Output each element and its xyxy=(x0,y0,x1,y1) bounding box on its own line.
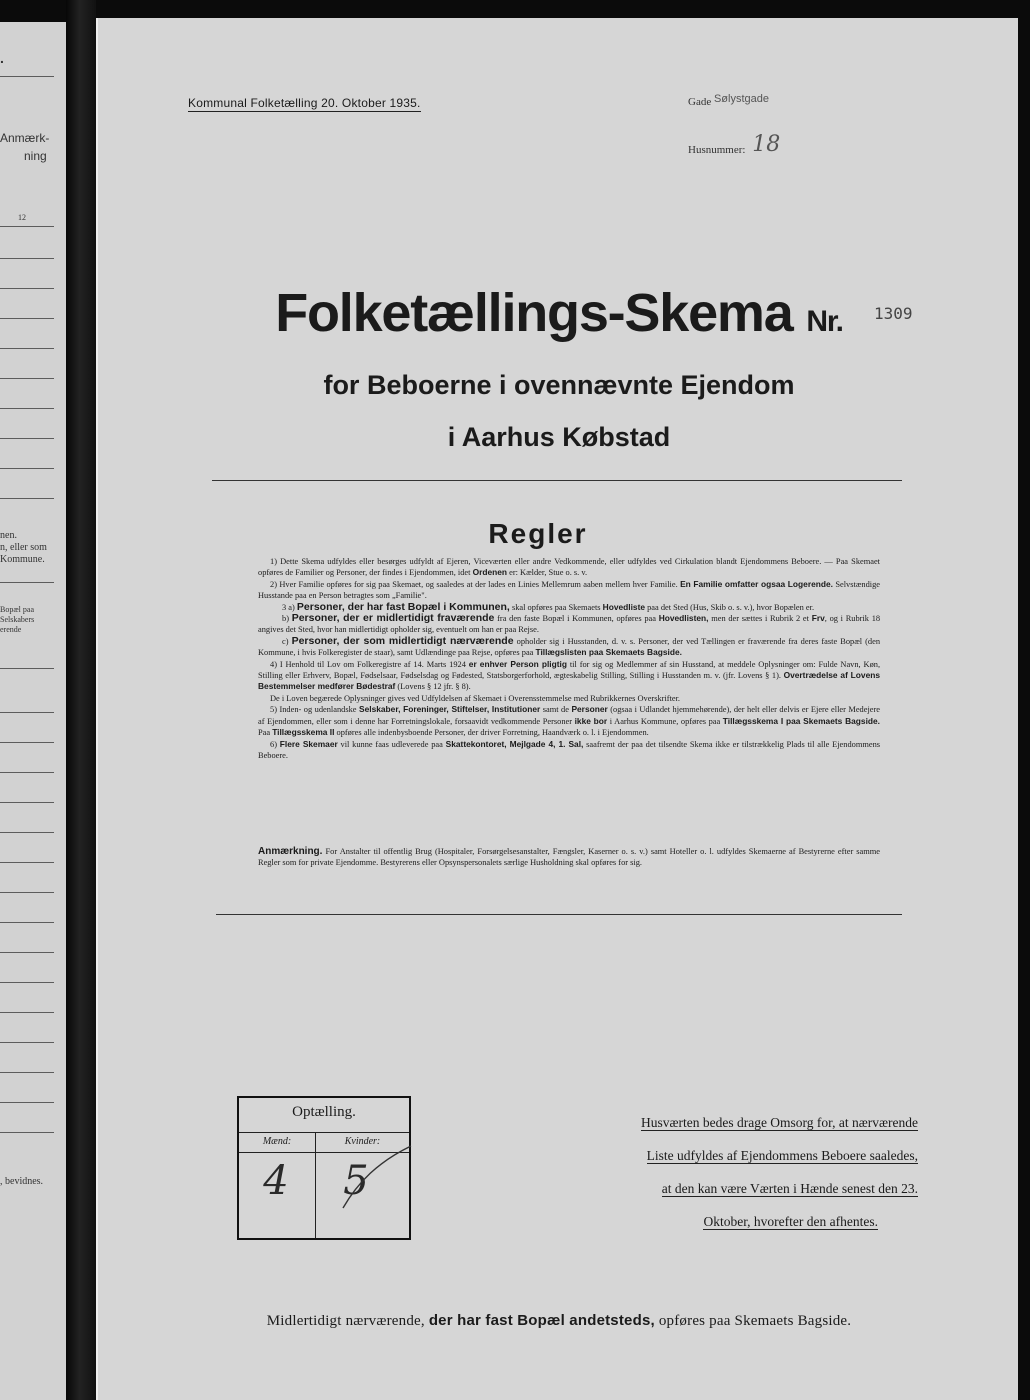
left-page-rule xyxy=(0,892,54,893)
census-header-line: Kommunal Folketælling 20. Oktober 1935. xyxy=(188,96,421,110)
left-page-rule xyxy=(0,226,54,227)
count-box xyxy=(237,1096,411,1240)
left-page-dot: . xyxy=(0,50,4,66)
rule-2: 2) Hver Familie opføres for sig paa Skemaet, og saaledes at der lades en Linies Mellemrum aaben mellem hver Familie. En Familie omfatter ogsaa Logerende. Selvstændige Husstande paa en Person betragtes som „Familie". xyxy=(258,578,881,601)
remark-note xyxy=(258,846,880,869)
left-page-heading-2: ning xyxy=(24,149,47,163)
left-page-rule xyxy=(0,258,54,259)
form-title-nr: Nr. xyxy=(806,305,843,338)
rule-6: 6) Flere Skemaer vil kunne faas udleverede paa Skattekontoret, Mejlgade 4, 1. Sal, saafremt der paa det tilsendte Skema ikke er tilstrækkelig Plads til alle Ejendommens Beboere. xyxy=(258,738,881,760)
notice-line-4: Oktober, hvorefter den afhentes. xyxy=(703,1214,878,1229)
count-box-divider xyxy=(315,1132,316,1238)
left-page-text-2c: erende xyxy=(0,625,22,634)
count-box-title: Optælling. xyxy=(292,1104,356,1120)
rule-3b: b) Personer, der er midlertidigt fraværende fra den faste Bopæl i Kommunen, opføres paa Hovedlisten, men der sættes i Rubrik 2 et Frv, og i Rubrik 18 angives det Sted, hvor han midlertidigt opholder sig, eventuelt om han er paa Rejse. xyxy=(258,612,881,635)
rules-text xyxy=(258,556,880,761)
left-page-rule xyxy=(0,582,54,583)
divider-bottom xyxy=(216,914,902,915)
men-label: Mænd: xyxy=(262,1136,292,1147)
left-page-rule xyxy=(0,862,54,863)
left-page-rule xyxy=(0,498,54,499)
left-page-rule xyxy=(0,802,54,803)
house-number-row xyxy=(688,134,780,159)
rule-3a: 3 a) Personer, der har fast Bopæl i Kommunen, skal opføres paa Skemaets Hovedliste paa det Sted (Hus, Skib o. s. v.), hvor Bopælen er. xyxy=(282,600,815,613)
men-count-handwritten: 4 xyxy=(263,1158,289,1204)
left-page-rule xyxy=(0,468,54,469)
street-stamp-value: Sølystgade xyxy=(713,93,769,105)
rule-3c: c) Personer, der som midlertidigt nærværende opholder sig i Husstanden, d. v. s. Personer, der ved Tællingen er fraværende fra deres faste Bopæl (den Kommune, i hvis Folkeregister de staar), samt Udlændinge paa Rejse, opføres paa Tillægslisten paa Skemaets Bagside. xyxy=(258,634,881,658)
left-page-column-number: 12 xyxy=(18,213,26,222)
left-page-rule xyxy=(0,772,54,773)
rule-4-cont: De i Loven begærede Oplysninger gives ved Udfyldelsen af Skemaet i Overensstemmelse med Rubrikkernes Overskrifter. xyxy=(270,693,681,703)
rule-4: 4) I Henhold til Lov om Folkeregistre af 14. Marts 1924 er enhver Person pligtig til for sig og Medlemmer af sin Husstand, at meddele Oplysninger om: Fulde Navn, Køn, Stilling eller Erhverv, Bopæl, Fødselsaar, Fødselsdag og Fødested, Statsborgerforhold, ægteskabelig Stilling, Stilling i Husstanden m. v. (jfr. Lovens § 1). Overtrædelse af Lovens Bestemmelser medfører Bødestraf (Lovens § 12 jfr. § 8). xyxy=(258,658,881,692)
form-subtitle-2: i Aarhus Købstad xyxy=(447,422,671,452)
left-page-text-1a: nen. xyxy=(0,530,17,541)
women-label: Kvinder: xyxy=(344,1136,381,1147)
book-spine xyxy=(66,0,96,1400)
left-page-rule xyxy=(0,922,54,923)
count-box-rule xyxy=(239,1132,409,1133)
remark-label: Anmærkning. xyxy=(258,846,323,857)
house-number-handwritten: 18 xyxy=(752,132,781,157)
left-page-rule xyxy=(0,832,54,833)
left-page-rule xyxy=(0,1132,54,1133)
left-page-rule xyxy=(0,438,54,439)
census-form-page xyxy=(96,18,1018,1400)
house-number-label: Husnummer: xyxy=(688,144,746,156)
street-row xyxy=(688,93,769,108)
left-page-text-3: , bevidnes. xyxy=(0,1176,44,1187)
notice-line-1: Husværten bedes drage Omsorg for, at nærværende xyxy=(640,1115,918,1130)
notice-line-3: at den kan være Værten i Hænde senest den 23. xyxy=(661,1181,918,1196)
left-page-heading-1: Anmærk- xyxy=(0,131,50,145)
left-page-rule xyxy=(0,318,54,319)
left-page-rule xyxy=(0,742,54,743)
rule-1: 1) Dette Skema udfyldes eller besørges udfyldt af Ejeren, Viceværten eller andre Vedkommende, eller udfyldes ved Cirkulation blandt Ejendommens Beboere. — Paa Skemaet opføres de Familier og Personer, der findes i Ejendommen, idet Ordenen er: Kælder, Stue o. s. v. xyxy=(258,557,880,578)
left-page-rule xyxy=(0,408,54,409)
landlord-notice xyxy=(518,1106,918,1238)
notice-line-2: Liste udfyldes af Ejendommens Beboere saaledes, xyxy=(646,1148,918,1163)
rules-heading: Regler xyxy=(488,518,588,549)
footer-note: Midlertidigt nærværende, der har fast Bopæl andetsteds, opføres paa Skemaets Bagside. xyxy=(266,1312,852,1329)
handwritten-stroke xyxy=(323,1142,413,1212)
left-page-rule xyxy=(0,952,54,953)
left-page-rule xyxy=(0,348,54,349)
form-subtitle-1: for Beboerne i ovennævnte Ejendom xyxy=(323,370,795,400)
divider-top xyxy=(212,480,902,481)
left-page-rule xyxy=(0,668,54,669)
left-page-rule xyxy=(0,1072,54,1073)
left-page-rule xyxy=(0,378,54,379)
remark-text: For Anstalter til offentlig Brug (Hospitaler, Forsørgelsesanstalter, Fængsler, Kaserner o. s. v.) samt Hoteller o. l. udfyldes Skemaerne af Bestyrerne efter samme Regler som for private Ejendomme. Bestyrerens eller Opsynspersonalets særlige Husholdning skal opføres for sig. xyxy=(258,847,880,868)
left-facing-page xyxy=(0,22,66,1400)
rule-5: 5) Inden- og udenlandske Selskaber, Foreninger, Stiftelser, Institutioner samt de Personer (ogsaa i Udlandet hjemmehørende), der helt eller delvis er Ejere eller Medejere af Ejendommen, eller som i denne har Forretningslokale, forsaavidt vedkommende Personer ikke bor i Aarhus Kommune, opføres paa Tillægsskema I paa Skemaets Bagside. Paa Tillægsskema II opføres alle indenbysboende Personer, der driver Forretning, Haandværk o. l. i Ejendommen. xyxy=(258,704,881,738)
left-page-rule xyxy=(0,1102,54,1103)
left-page-text-1c: Kommune. xyxy=(0,554,45,565)
left-page-rule xyxy=(0,1042,54,1043)
left-page-text-1b: n, eller som xyxy=(0,542,47,553)
left-page-text-2b: Selskabers xyxy=(0,615,35,624)
left-page-text-2a: Bopæl paa xyxy=(0,605,34,614)
schema-number-stamp: 1309 xyxy=(874,304,913,323)
left-page-rule xyxy=(0,712,54,713)
left-page-rule xyxy=(0,982,54,983)
left-page-rule xyxy=(0,288,54,289)
street-label: Gade xyxy=(688,96,712,108)
form-title-main: Folketællings-Skema xyxy=(275,283,793,343)
left-page-rule xyxy=(0,1012,54,1013)
women-count-handwritten: 5 xyxy=(343,1158,369,1204)
left-page-rule xyxy=(0,76,54,77)
